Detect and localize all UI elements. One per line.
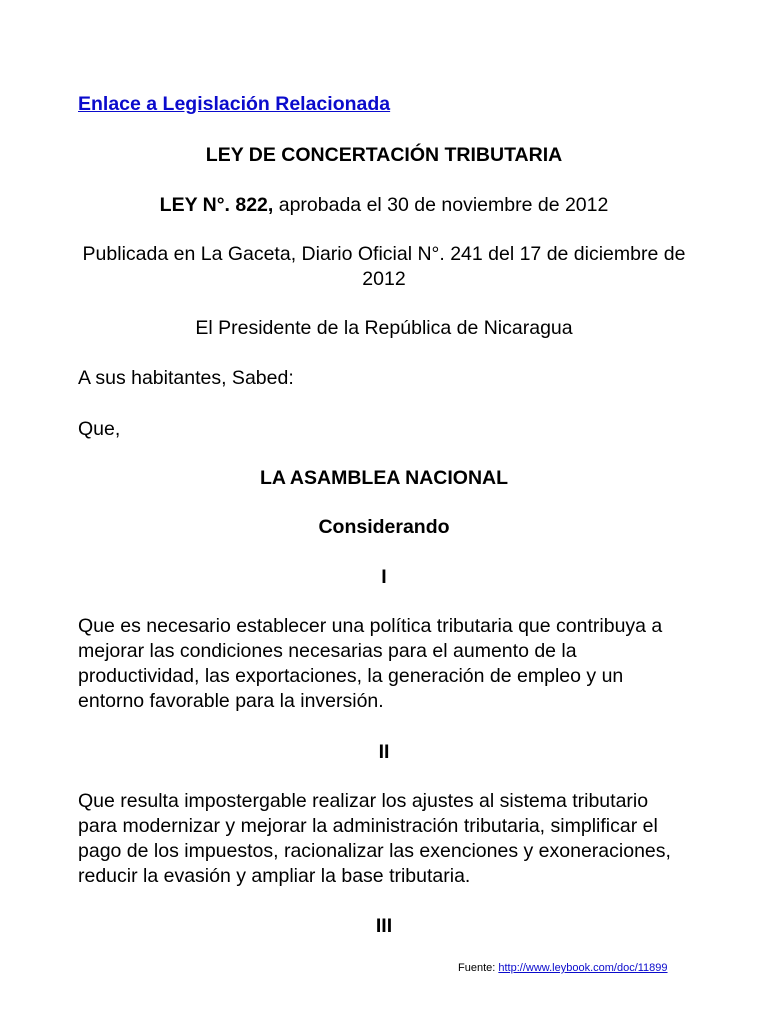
section-paragraph: Que es necesario establecer una política tributaria que contribuya a mejorar las condiciones necesarias para el aumento de la productividad, las exportaciones, la generación de empleo y un entorno favorable para la inversión. (78, 615, 663, 712)
law-number: LEY N°. 822, (159, 194, 274, 216)
que-line: Que, (78, 418, 121, 440)
section-paragraph: Que resulta impostergable realizar los ajustes al sistema tributario para modernizar y mejorar la administración tributaria, simplificar el pago de los impuestos, racionalizar las exenciones y exoneraciones, reducir la evasión y ampliar la base tributaria. (78, 790, 671, 887)
related-legislation-link[interactable]: Enlace a Legislación Relacionada (78, 93, 391, 115)
greeting-line: A sus habitantes, Sabed: (78, 367, 294, 389)
section-numeral: II (378, 741, 390, 763)
section-numeral: III (375, 915, 393, 937)
law-title: LEY DE CONCERTACIÓN TRIBUTARIA (205, 144, 563, 166)
source-link[interactable]: http://www.leybook.com/doc/11899 (498, 962, 668, 974)
law-approval-date: aprobada el 30 de noviembre de 2012 (273, 194, 609, 216)
law-number-line (78, 193, 690, 218)
section-numeral: I (381, 566, 387, 588)
publication-info: Publicada en La Gaceta, Diario Oficial N°. 241 del 17 de diciembre de 2012 (82, 243, 686, 290)
source-label: Fuente: (458, 962, 499, 974)
president-line: El Presidente de la República de Nicaragua (195, 317, 573, 339)
source-footer (458, 961, 668, 975)
related-legislation-line (78, 92, 690, 117)
assembly-heading: LA ASAMBLEA NACIONAL (259, 467, 509, 489)
considerando-heading: Considerando (318, 516, 450, 538)
